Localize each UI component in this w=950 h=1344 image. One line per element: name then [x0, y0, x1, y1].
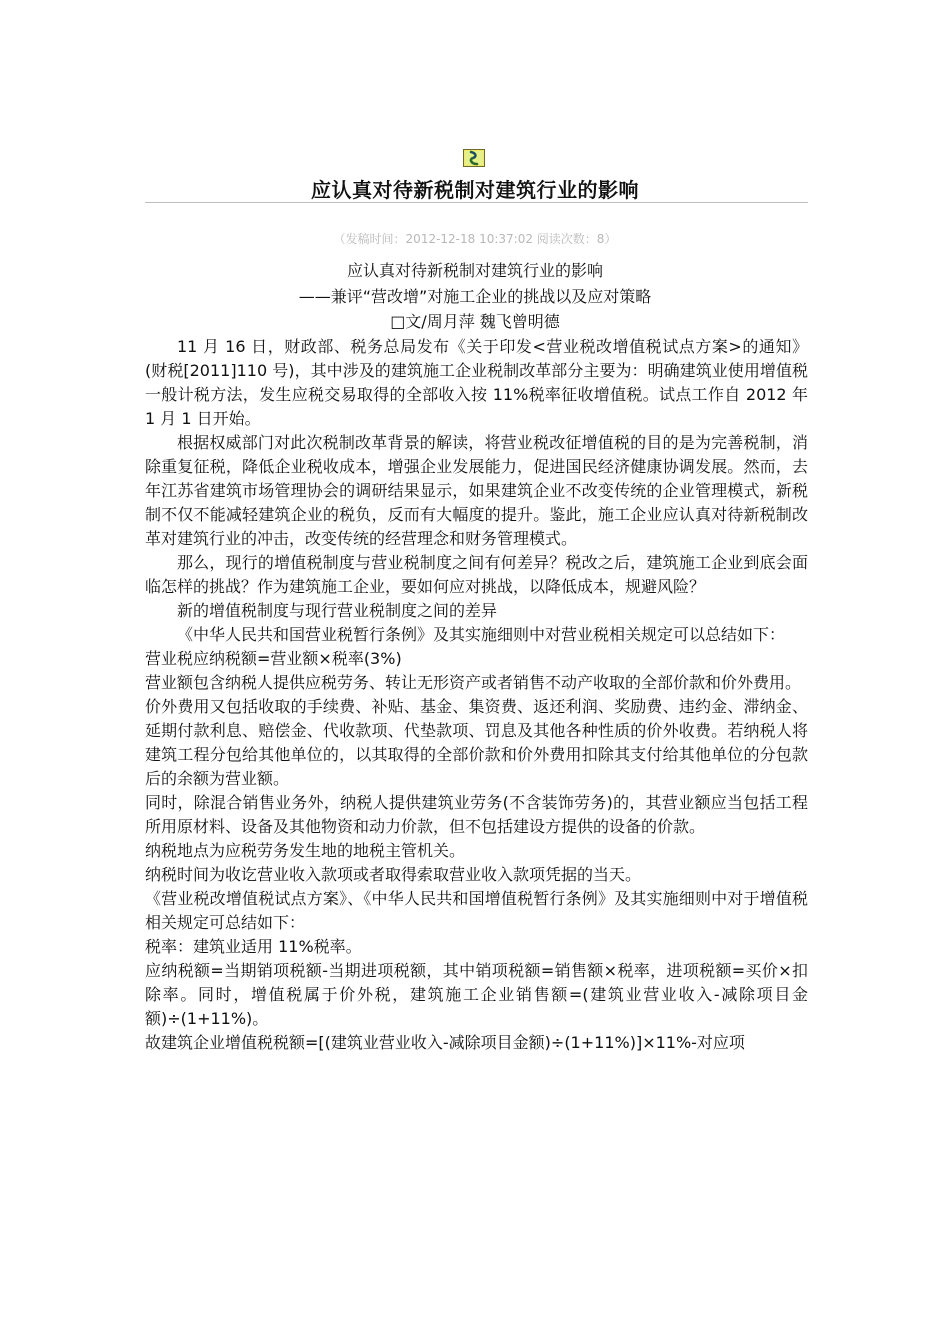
paragraph: 纳税时间为收讫营业收入款项或者取得索取营业收入款项凭据的当天。: [145, 865, 642, 884]
paragraph: 《中华人民共和国营业税暂行条例》及其实施细则中对营业税相关规定可以总结如下：: [177, 625, 786, 644]
paragraph: 故建筑企业增值税税额=[(建筑业营业收入-减除项目金额)÷(1+11%)]×11%-对应项: [145, 1033, 745, 1052]
section-heading: 新的增值税制度与现行营业税制度之间的差异: [177, 601, 498, 620]
byline: □文/周月萍 魏飞曾明德: [390, 312, 560, 331]
paragraph: 根据权威部门对此次税制改革背景的解读，将营业税改征增值税的目的是为完善税制，消除重复征税，降低企业税收成本，增强企业发展能力，促进国民经济健康协调发展。然而，去年江苏省建筑市场管理协会的调研结果显示，如果建筑企业不改变传统的企业管理模式，新税制不仅不能减轻建筑企业的税负，反而有大幅度的提升。鉴此，施工企业应认真对待新税制改革对建筑行业的冲击，改变传统的经营理念和财务管理模式。: [145, 433, 808, 548]
paragraph: 应纳税额=当期销项税额-当期进项税额，其中销项税额=销售额×税率，进项税额=买价×扣除率。同时，增值税属于价外税，建筑施工企业销售额=(建筑业营业收入-减除项目金额)÷(1+11%)。: [145, 961, 808, 1028]
paragraph: 那么，现行的增值税制度与营业税制度之间有何差异？税改之后，建筑施工企业到底会面临怎样的挑战？作为建筑施工企业，要如何应对挑战，以降低成本，规避风险？: [145, 553, 808, 596]
article-subtitle: 应认真对待新税制对建筑行业的影响: [346, 261, 603, 280]
paragraph: 税率：建筑业适用 11%税率。: [145, 937, 362, 956]
document-icon: [463, 149, 485, 167]
paragraph: 11 月 16 日，财政部、税务总局发布《关于印发<营业税改增值税试点方案>的通知》(财税[2011]110 号)，其中涉及的建筑施工企业税制改革部分主要为：明确建筑业使用增值税一般计税方法，发生应税交易取得的全部收入按 11%税率征收增值税。试点工作自 2012 年 1 月 1 日开始。: [145, 337, 808, 428]
article-subtitle-2: ——兼评“营改增”对施工企业的挑战以及应对策略: [298, 287, 652, 306]
paragraph: 纳税地点为应税劳务发生地的地税主管机关。: [145, 841, 466, 860]
paragraph: 价外费用又包括收取的手续费、补贴、基金、集资费、返还利润、奖励费、违约金、滞纳金、延期付款利息、赔偿金、代收款项、代垫款项、罚息及其他各种性质的价外收费。若纳税人将建筑工程分包给其他单位的，以其取得的全部价款和价外费用扣除其支付给其他单位的分包款后的余额为营业额。: [145, 697, 808, 788]
title-divider: [145, 202, 808, 203]
paragraph: 营业额包含纳税人提供应税劳务、转让无形资产或者销售不动产收取的全部价款和价外费用。: [145, 673, 802, 692]
page-title: 应认真对待新税制对建筑行业的影响: [311, 178, 639, 202]
paragraph: 营业税应纳税额=营业额×税率(3%): [145, 649, 402, 668]
paragraph: 《营业税改增值税试点方案》、《中华人民共和国增值税暂行条例》及其实施细则中对于增值税相关规定可总结如下：: [145, 889, 808, 932]
publish-meta: （发稿时间：2012-12-18 10:37:02 阅读次数：8）: [333, 232, 617, 246]
article-body: [145, 335, 808, 1055]
paragraph: 同时，除混合销售业务外，纳税人提供建筑业劳务(不含装饰劳务)的，其营业额应当包括工程所用原材料、设备及其他物资和动力价款，但不包括建设方提供的设备的价款。: [145, 793, 808, 836]
